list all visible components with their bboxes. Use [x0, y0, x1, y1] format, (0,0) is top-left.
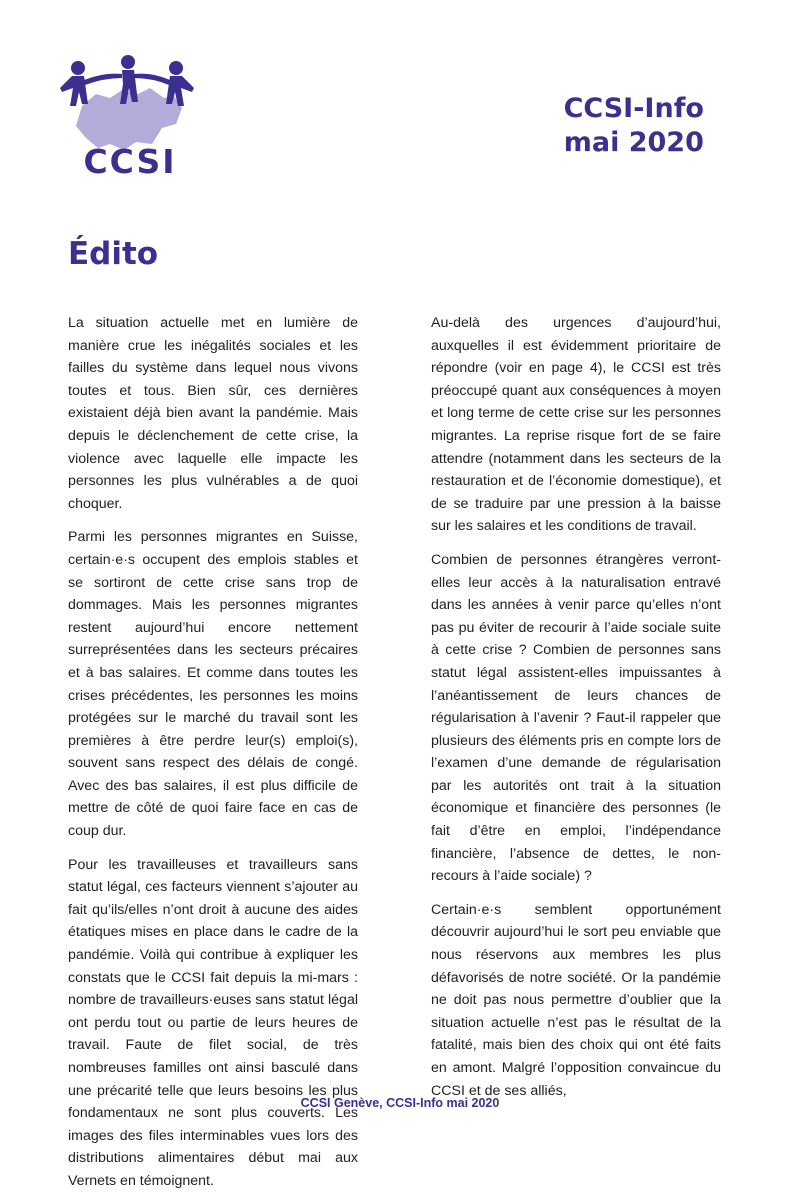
masthead-title: CCSI-Info [563, 93, 704, 124]
page-title: Édito [68, 236, 159, 272]
paragraph: Au-delà des urgences d’aujourd’hui, auxquelles il est évidemment prioritaire de répondre (voir en page 4), le CCSI est très préoccupé quant aux conséquences à moyen et long terme de cette crise sur les personnes migrantes. La reprise risque fort de se faire attendre (notamment dans les secteurs de la restauration et de l’économie domestique), et de se traduire par une pression à la baisse sur les salaires et les conditions de travail. [431, 315, 721, 535]
logo-text: CCSI [83, 142, 177, 181]
paragraph: Pour les travailleuses et travailleurs sans statut légal, ces facteurs viennent s’ajouter au fait qu’ils/elles n’ont droit à aucune des aides étatiques mises en place dans le cadre de la pandémie. Voilà qui contribue à expliquer les constats que le CCSI fait depuis la mi-mars : nombre de travailleurs·euses sans statut légal ont perdu tout ou partie de leurs heures de travail. Faute de filet social, de très nombreuses familles ont ainsi basculé dans une précarité telle que leurs besoins les plus fondamentaux ne sont plus couverts. Les images des files interminables vues lors des distributions alimentaires début mai aux Vernets en témoignent. [68, 856, 358, 1189]
text-column-right [431, 312, 721, 1113]
masthead-date: mai 2020 [563, 127, 704, 158]
paragraph: Certain·e·s semblent opportunément découvrir aujourd’hui le sort peu enviable que nous réservons aux membres les plus défavorisés de notre société. Or la pandémie ne doit pas nous permettre d’oublier que la situation actuelle n’est pas le résultat de la fatalité, mais bien des choix qui ont été faits en amont. Malgré l’opposition convaincue du CCSI et de ses alliés, [431, 901, 721, 1099]
paragraph: Parmi les personnes migrantes en Suisse, certain·e·s occupent des emplois stables et se sortiront de cette crise sans trop de dommages. Mais les personnes migrantes restent aujourd’hui encore nettement surreprésentées dans les secteurs précaires et à bas salaires. Et comme dans toutes les crises précédentes, les personnes les moins protégées sur le marché du travail sont les premières à être perdre leur(s) emploi(s), souvent sans respect des délais de congé. Avec des bas salaires, il est plus difficile de mettre de côté de quoi faire face en cas de coup dur. [68, 529, 358, 840]
paragraph: La situation actuelle met en lumière de manière crue les inégalités sociales et les failles du système dans lequel nous vivons toutes et tous. Bien sûr, ces dernières existaient déjà bien avant la pandémie. Mais depuis le déclenchement de cette crise, la violence avec laquelle elle impacte les personnes les plus vulnérables a de quoi choquer. [68, 315, 358, 512]
text-column-left [68, 312, 358, 1204]
masthead [564, 92, 704, 160]
page-footer: CCSI Genève, CCSI-Info mai 2020 [300, 1096, 500, 1110]
paragraph: Combien de personnes étrangères verront-elles leur accès à la naturalisation entravé dans les années à venir parce qu’elles n’ont pas pu éviter de recourir à l’aide sociale suite à cette crise ? Combien de personnes sans statut légal assistent-elles impuissantes à l’anéantissement de leurs chances de régularisation à l’avenir ? Faut-il rappeler que plusieurs des éléments pris en compte lors de l’examen d’une demande de régularisation par les autorités ont trait à la situation économique et financière des personnes (le fait d’être en emploi, l’indépendance financière, l’absence de dettes, le non-recours à l’aide sociale) ? [431, 551, 721, 885]
